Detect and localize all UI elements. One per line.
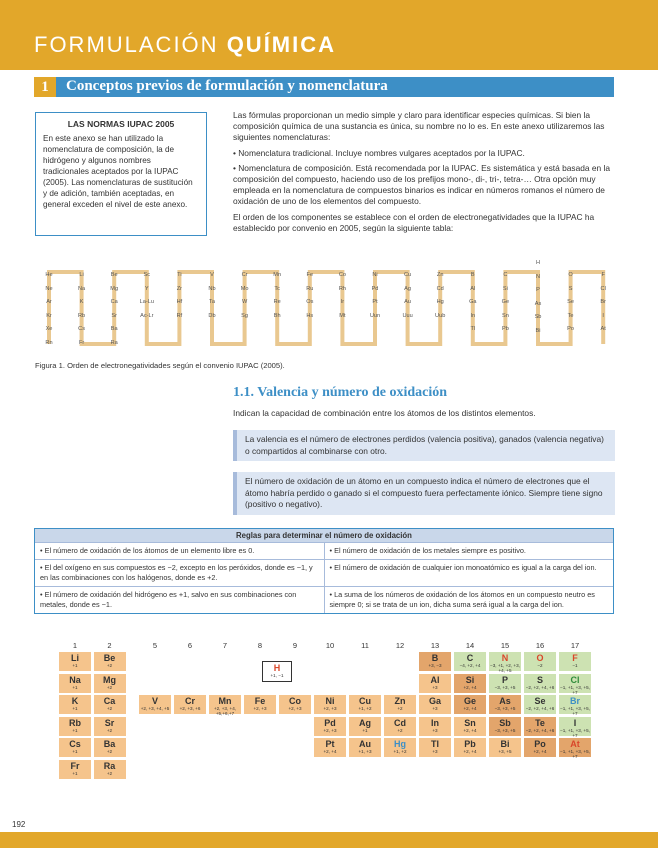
element-symbol: Uun	[369, 312, 381, 319]
element-symbol: Nb	[208, 285, 216, 292]
element-cell	[348, 737, 382, 758]
element-cell-oxidation: +2, +4	[463, 706, 477, 711]
element-cell-symbol: N	[501, 653, 509, 663]
element-cell-symbol: Cl	[570, 674, 580, 685]
element-symbol: As	[534, 300, 542, 307]
element-symbol: In	[470, 312, 476, 319]
element-symbol: Sn	[501, 312, 509, 319]
element-symbol: Ne	[45, 285, 53, 292]
element-cell-oxidation: +2	[106, 684, 113, 690]
element-cell-oxidation: +3, +5	[498, 749, 512, 754]
element-symbol: S	[568, 285, 573, 292]
element-cell	[523, 673, 557, 694]
element-symbol: Sr	[111, 312, 117, 319]
element-symbol: C	[503, 272, 508, 278]
element-cell	[93, 651, 127, 672]
element-cell-symbol: Al	[430, 674, 440, 685]
element-cell-oxidation: +1	[72, 706, 78, 711]
element-cell-symbol: Cu	[359, 696, 371, 706]
element-cell-oxidation: +2	[106, 663, 113, 668]
element-cell-symbol: Pt	[325, 739, 335, 749]
element-cell-symbol: Mg	[103, 674, 116, 685]
element-symbol: Os	[306, 299, 314, 305]
group-number: 11	[361, 641, 369, 650]
element-symbol: Cd	[436, 285, 444, 292]
element-cell-symbol: Na	[69, 674, 81, 685]
element-cell-oxidation: +2, +4	[533, 749, 547, 754]
element-symbol: F	[601, 272, 605, 278]
element-symbol: La-Lu	[139, 299, 154, 305]
element-cell-symbol: I	[573, 717, 577, 728]
element-cell-symbol: Ni	[325, 696, 335, 706]
element-symbol: Ca	[110, 299, 118, 305]
element-cell-oxidation: −3, +3, +5	[494, 727, 516, 733]
element-cell-symbol: Pd	[324, 717, 336, 728]
element-cell-oxidation: +1	[72, 663, 78, 668]
element-cell	[58, 651, 92, 672]
element-cell-symbol: Te	[535, 717, 545, 728]
element-cell	[313, 737, 347, 758]
element-cell	[488, 694, 522, 715]
element-symbol: He	[45, 272, 53, 278]
element-cell-symbol: H	[273, 663, 281, 673]
oxidation-rules-table	[34, 528, 614, 614]
element-symbol: Rf	[176, 312, 183, 319]
element-cell-oxidation: −3, +3, +5	[494, 706, 516, 711]
element-symbol: Uuu	[402, 312, 413, 319]
element-cell-symbol: Ga	[428, 696, 441, 706]
element-cell	[418, 716, 452, 737]
element-cell-symbol: Ca	[103, 696, 116, 706]
element-cell-oxidation: −2, +2, +4, +6	[525, 727, 555, 733]
element-cell-symbol: Au	[359, 739, 371, 749]
element-symbol: Ar	[46, 299, 52, 305]
rule-cell: • El número de oxidación del hidrógeno es +1, salvo en sus combinaciones con metales, donde es −1.	[35, 587, 324, 614]
iupac-sidebar-box	[35, 112, 207, 236]
group-number: 13	[430, 641, 440, 650]
element-symbol: Se	[567, 299, 575, 305]
element-symbol: Fe	[306, 272, 314, 278]
element-cell-symbol: Se	[534, 696, 546, 706]
element-symbol: Co	[338, 272, 346, 278]
element-cell	[418, 694, 452, 715]
element-symbol: At	[600, 326, 606, 332]
element-cell-symbol: Ba	[103, 739, 116, 749]
element-symbol: Pt	[372, 299, 378, 305]
element-symbol: Uub	[435, 312, 446, 319]
group-number: 16	[535, 641, 545, 650]
group-number: 9	[292, 641, 298, 650]
element-cell-symbol: Bi	[500, 739, 510, 749]
element-cell-oxidation: +1	[72, 727, 78, 733]
element-symbol: Br	[600, 299, 606, 305]
element-symbol: Tc	[274, 285, 280, 292]
element-cell-symbol: Rb	[69, 717, 81, 728]
element-symbol: Si	[502, 285, 508, 292]
group-number: 1	[72, 641, 78, 650]
element-cell-oxidation: +2	[106, 727, 113, 733]
element-cell-oxidation: +2, +4	[323, 749, 337, 754]
element-cell-symbol: As	[499, 696, 511, 706]
element-cell	[488, 673, 522, 694]
element-symbol: Xe	[45, 326, 53, 332]
element-cell-oxidation: −4, +2, +4	[459, 663, 481, 668]
element-cell	[453, 737, 487, 758]
element-cell-symbol: Pb	[464, 739, 476, 749]
group-number: 7	[222, 641, 228, 650]
element-cell-oxidation: +2, +4	[463, 684, 477, 690]
element-cell-symbol: Co	[289, 696, 301, 706]
element-symbol: Ir	[340, 299, 345, 305]
element-cell	[558, 651, 592, 672]
rule-cell: • La suma de los números de oxidación de los átomos en un compuesto neutro es siempre 0; si se trata de un ion, dicha suma será igual a la carga del ion.	[324, 587, 613, 614]
element-symbol: Ra	[110, 339, 118, 346]
element-cell-symbol: O	[536, 653, 544, 663]
intro-paragraph: Las fórmulas proporcionan un medio simple y claro para identificar especies químicas. Si bien la composición química de una sustancia es única, su nombre no lo es. En este anexo utilizaremos las siguientes nomenclaturas:	[233, 110, 605, 143]
element-cell-symbol: Cd	[394, 717, 406, 728]
element-symbol: Bh	[273, 312, 281, 319]
element-symbol: V	[210, 272, 214, 278]
element-cell	[523, 694, 557, 715]
element-cell	[523, 651, 557, 672]
element-symbol: Pd	[371, 285, 379, 292]
element-symbol: Mg	[110, 285, 119, 292]
element-cell-oxidation: +2, +4	[463, 727, 477, 733]
group-number: 2	[107, 641, 112, 650]
group-number: 17	[570, 641, 580, 650]
element-cell-symbol: Mn	[218, 696, 232, 706]
element-cell-oxidation: +2	[106, 749, 113, 754]
element-cell-symbol: Zn	[394, 696, 406, 706]
element-cell-symbol: Li	[71, 653, 79, 663]
element-cell	[453, 673, 487, 694]
group-number: 14	[465, 641, 475, 650]
element-cell-symbol: Po	[534, 739, 546, 749]
element-symbol: Ag	[404, 285, 412, 292]
element-symbol: Cr	[241, 272, 248, 278]
group-number: 6	[187, 641, 193, 650]
element-symbol: Y	[144, 285, 149, 292]
element-symbol: Ta	[209, 299, 215, 305]
element-cell-symbol: S	[536, 674, 543, 685]
element-cell	[278, 694, 312, 715]
element-cell-oxidation: −2	[537, 663, 543, 668]
group-number: 10	[325, 641, 335, 650]
element-symbol: Hs	[306, 312, 314, 319]
element-cell	[383, 716, 417, 737]
rule-cell: • El del oxígeno en sus compuestos es −2, excepto en los peróxidos, donde es −1, y en las combinaciones con los halógenos, donde es +2.	[35, 560, 324, 587]
element-cell	[93, 716, 127, 737]
element-symbol: Zr	[176, 285, 183, 292]
element-symbol: P	[536, 287, 540, 293]
bullet-composicion: • Nomenclatura de composición. Está recomendada por la IUPAC. Es sistemática y está basada en la composición del compuesto, haciendo uso de los prefijos mono-, di-, tri-, tetra-… Otra opción muy empleada en la nomenclatura de compuestos binarios es indicar en números romanos el número de oxidación de uno de los elementos del compuesto.	[233, 162, 611, 207]
element-symbol: B	[470, 272, 475, 278]
section-heading	[34, 77, 614, 97]
element-cell-oxidation: +1	[362, 727, 368, 733]
element-cell-symbol: Fe	[254, 696, 266, 706]
element-symbol: Pb	[501, 326, 509, 332]
element-cell-oxidation: +1, +2	[358, 706, 372, 711]
element-cell	[558, 694, 592, 715]
element-cell	[523, 737, 557, 758]
element-cell-symbol: Sr	[104, 717, 115, 728]
element-cell-symbol: Cs	[69, 739, 81, 749]
element-cell-oxidation: +1, +2	[393, 749, 407, 754]
element-cell-symbol: In	[431, 717, 439, 728]
element-cell	[488, 651, 522, 672]
element-cell-symbol: C	[466, 653, 474, 663]
group-number: 12	[395, 641, 405, 650]
group-number: 8	[257, 641, 263, 650]
oxidation-number-note: El número de oxidación de un átomo en un compuesto indica el número de electrones que el átomo habría perdido o ganado si el compuesto fuera perfectamente iónico. Siempre tiene signo (positivo o negativo).	[233, 472, 615, 515]
element-symbol: Au	[404, 299, 412, 305]
element-symbol: Re	[273, 299, 281, 305]
element-symbol: Hf	[176, 299, 183, 305]
element-cell-symbol: At	[570, 739, 580, 749]
element-cell	[418, 737, 452, 758]
element-symbol: W	[241, 299, 248, 305]
element-cell	[453, 651, 487, 672]
element-cell	[93, 673, 127, 694]
element-symbol: Po	[567, 326, 575, 332]
element-cell-oxidation: −1	[572, 663, 578, 668]
element-symbol: H	[535, 260, 541, 266]
element-symbol: Fr	[78, 339, 85, 346]
element-cell-oxidation: +2	[106, 770, 113, 776]
sidebar-text: En este anexo se han utilizado la nomenclatura de composición, la de hidrógeno y algunos nombres tradicionales aceptados por la IUPAC (2005). Las nomenclaturas de sustitución y de adición, también aceptadas, en general exceden el nivel de este anexo.	[43, 134, 193, 209]
element-symbol: I	[602, 312, 604, 319]
element-symbol: Rh	[338, 285, 346, 292]
element-symbol: Li	[79, 272, 84, 278]
rule-cell: • El número de oxidación de los átomos de un elemento libre es 0.	[35, 543, 324, 560]
element-cell-oxidation: −1, +1, +3, +5, +7	[560, 684, 590, 695]
element-cell-oxidation: −3, +1, +2, +3, +4, +5	[490, 663, 520, 673]
element-cell-oxidation: −1, +1, +3, +5, +7	[560, 749, 590, 759]
element-cell	[93, 737, 127, 758]
element-symbol: Zn	[436, 272, 444, 278]
group-number: 15	[500, 641, 510, 650]
element-symbol: Ga	[469, 299, 477, 305]
element-cell-oxidation: +2, +3, +4, +5,+6,+7	[213, 706, 237, 716]
element-cell	[58, 759, 92, 780]
element-cell-symbol: Br	[569, 696, 580, 706]
element-cell-symbol: Ra	[103, 760, 116, 771]
sidebar-title: LAS NORMAS IUPAC 2005	[67, 119, 175, 129]
element-cell-oxidation: −1, +1, +3, +5, +7	[560, 727, 590, 738]
section-number: 1	[34, 77, 56, 97]
element-symbol: Sb	[534, 314, 542, 320]
element-symbol: Ge	[501, 299, 510, 305]
page-title: FORMULACIÓN QUÍMICA	[34, 32, 337, 57]
element-cell-oxidation: +1, −1	[270, 673, 284, 678]
section-title: Conceptos previos de formulación y nomenclatura	[66, 78, 388, 94]
element-cell-symbol: Sn	[464, 717, 476, 728]
intro-text	[233, 110, 617, 238]
hydrogen-cell	[262, 661, 292, 682]
element-symbol: Sg	[241, 312, 249, 319]
element-symbol: Rb	[78, 312, 86, 319]
element-cell-oxidation: +2	[106, 706, 113, 711]
element-cell	[348, 716, 382, 737]
header-bar	[0, 0, 658, 70]
element-symbol: Hg	[436, 299, 444, 305]
element-cell	[243, 694, 277, 715]
element-symbol: Al	[470, 285, 476, 292]
element-cell-oxidation: +2, +3	[253, 706, 267, 711]
subsection-title: 1.1. Valencia y número de oxidación	[233, 385, 448, 400]
rules-title: Reglas para determinar el número de oxidación	[35, 529, 613, 542]
element-symbol: Ni	[372, 272, 378, 278]
element-cell-oxidation: +1	[72, 770, 78, 776]
element-cell	[313, 716, 347, 737]
element-cell-symbol: Hg	[394, 739, 406, 749]
element-symbol: Sc	[143, 272, 151, 278]
order-paragraph: El orden de los componentes se establece con el orden de electronegatividades que la IUPAC ha establecido por convenio en 2005, según la siguiente tabla:	[233, 211, 595, 233]
footer-bar	[0, 832, 658, 848]
element-cell	[558, 716, 592, 737]
element-cell-oxidation: +2, +3, +6	[179, 706, 201, 711]
element-cell	[488, 716, 522, 737]
element-symbol: Bi	[535, 327, 541, 334]
element-symbol: Te	[567, 312, 574, 319]
electronegativity-order-figure	[30, 258, 616, 354]
element-cell-symbol: Ag	[359, 717, 371, 728]
element-symbol: Cu	[404, 272, 412, 278]
element-cell-oxidation: +3	[432, 727, 438, 733]
element-cell-symbol: Si	[465, 674, 475, 685]
element-cell	[453, 716, 487, 737]
element-cell-oxidation: −1, +1, +3, +5, +7	[560, 706, 590, 716]
element-cell	[93, 759, 127, 780]
element-cell-symbol: Cr	[184, 696, 195, 706]
element-symbol: O	[568, 272, 573, 278]
element-cell-oxidation: +2, +3	[323, 706, 337, 711]
element-cell-symbol: Fr	[70, 760, 80, 771]
element-cell	[313, 694, 347, 715]
element-symbol: Ru	[306, 285, 314, 292]
element-cell-symbol: P	[501, 674, 508, 685]
element-cell	[453, 694, 487, 715]
element-cell-oxidation: +2, +3	[288, 706, 302, 711]
element-symbol: Cs	[78, 326, 86, 332]
element-cell-symbol: V	[151, 696, 158, 706]
element-cell-symbol: B	[431, 653, 439, 663]
element-symbol: Mo	[240, 285, 249, 292]
element-cell-oxidation: +1	[72, 684, 78, 690]
element-cell-symbol: F	[572, 653, 578, 663]
element-symbol: Tl	[470, 326, 476, 332]
element-cell-symbol: K	[71, 696, 79, 706]
element-cell-oxidation: −3, +3, +5	[494, 684, 516, 690]
element-cell	[558, 673, 592, 694]
element-symbol: Rn	[45, 339, 53, 346]
element-cell	[138, 694, 172, 715]
element-cell-oxidation: +2	[397, 706, 403, 711]
element-symbol: Cl	[600, 285, 606, 292]
element-symbol: N	[535, 273, 541, 280]
element-symbol: Db	[208, 312, 216, 319]
rule-cell: • El número de oxidación de cualquier ion monoatómico es igual a la carga del ion.	[324, 560, 613, 587]
figure-caption: Figura 1. Orden de electronegatividades según el convenio IUPAC (2005).	[35, 361, 285, 370]
element-cell-oxidation: +3	[432, 684, 438, 690]
subsection-description: Indican la capacidad de combinación entre los átomos de los distintos elementos.	[233, 408, 536, 418]
element-cell	[383, 694, 417, 715]
element-cell-oxidation: +3	[432, 706, 438, 711]
element-cell	[418, 651, 452, 672]
element-cell	[418, 673, 452, 694]
group-number: 5	[152, 641, 158, 650]
element-cell-oxidation: +2	[397, 727, 403, 733]
element-symbol: Ba	[110, 326, 118, 332]
element-symbol: Ac-Lr	[140, 312, 154, 319]
element-cell-oxidation: +3, −3	[428, 663, 442, 668]
element-cell-symbol: Be	[103, 653, 116, 663]
element-cell-oxidation: +2, +4	[463, 749, 477, 754]
rule-cell: • El número de oxidación de los metales siempre es positivo.	[324, 543, 613, 560]
element-cell	[488, 737, 522, 758]
element-cell	[383, 737, 417, 758]
element-cell	[58, 716, 92, 737]
element-cell-oxidation: +1	[72, 749, 78, 754]
element-cell-symbol: Tl	[431, 739, 439, 749]
element-cell-oxidation: −2, +2, +4, +6	[525, 706, 555, 711]
element-cell-symbol: Ge	[463, 696, 476, 706]
element-cell	[348, 694, 382, 715]
element-cell	[58, 694, 92, 715]
element-symbol: Kr	[46, 312, 52, 319]
element-cell	[93, 694, 127, 715]
element-symbol: K	[79, 299, 84, 305]
page-number: 192	[12, 820, 26, 829]
element-cell-oxidation: +2, +3, +4, +5	[140, 706, 170, 711]
element-cell	[208, 694, 242, 715]
element-symbol: Na	[78, 285, 86, 292]
element-symbol: Ti	[177, 272, 182, 278]
valencia-note: La valencia es el número de electrones perdidos (valencia positiva), ganados (valencia negativa) o compartidos al combinarse con otro.	[233, 430, 615, 461]
element-cell	[58, 673, 92, 694]
element-cell-oxidation: +3	[432, 749, 438, 754]
element-cell	[173, 694, 207, 715]
element-cell	[58, 737, 92, 758]
element-symbol: Be	[110, 272, 118, 278]
element-cell-oxidation: +1, +3	[358, 749, 372, 754]
bullet-tradicional: • Nomenclatura tradicional. Incluye nombres vulgares aceptados por la IUPAC.	[233, 147, 525, 158]
element-cell-oxidation: −2, +2, +4, +6	[525, 684, 555, 690]
element-cell	[523, 716, 557, 737]
element-cell-oxidation: +2, +3	[323, 727, 337, 733]
element-symbol: Mn	[273, 272, 282, 278]
element-cell-symbol: Sb	[499, 717, 511, 728]
element-cell	[558, 737, 592, 758]
element-symbol: Mt	[339, 312, 346, 319]
